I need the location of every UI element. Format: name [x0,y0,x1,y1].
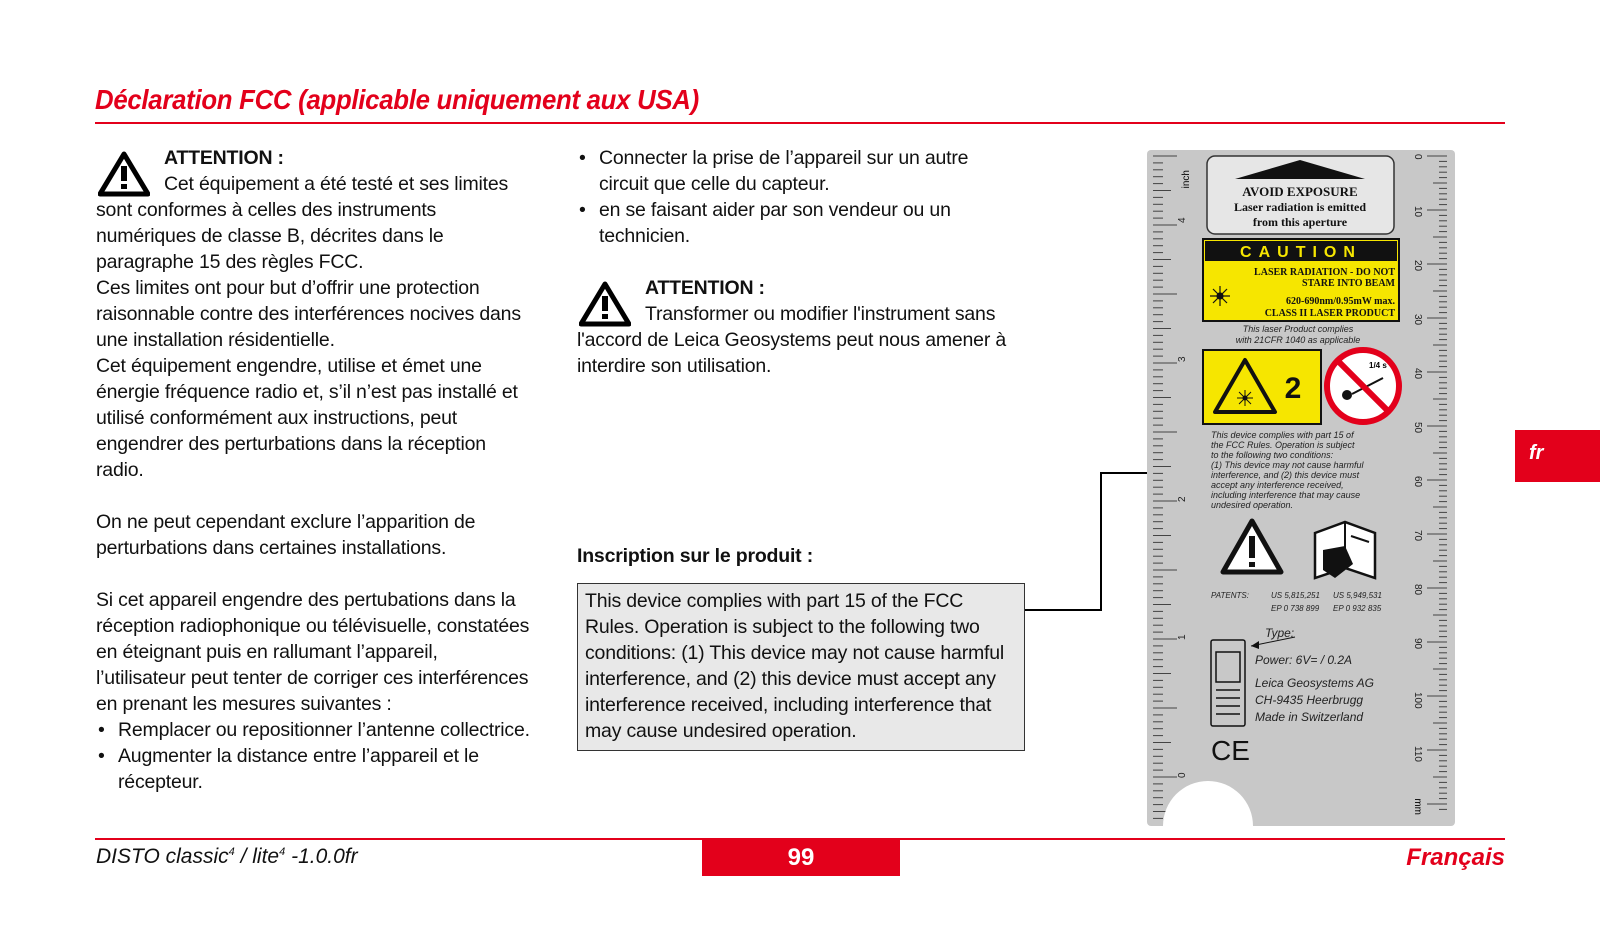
para-line: raisonnable contre des interférences nocives dans [96,303,521,325]
bullet-text: • Augmenter la distance entre l’appareil et le [118,745,479,767]
ruler-inch-ticks [1153,156,1177,818]
para-line: radio. [96,459,144,481]
ruler-mm-ticks [1427,156,1447,809]
read-manual-icon [1315,522,1375,578]
footer-language: Français [1406,844,1505,871]
page-title: Déclaration FCC (applicable uniquement aux USA) [95,84,699,115]
para-line: l’utilisateur peut tenter de corriger ces interférences [96,667,529,689]
mm-tick-label: 30 [1412,314,1423,326]
inch-tick-label: 2 [1177,496,1188,502]
para-line: l'accord de Leica Geosystems peut nous amener à [577,329,1006,351]
mm-tick-label: 10 [1412,206,1423,218]
para-line: sont conformes à celles des instruments [96,199,437,221]
box-line: interference received, including interference that [585,694,992,716]
para-line: engendrer des perturbations dans la réception [96,433,486,455]
para-line: On ne peut cependant exclure l’apparition de [96,511,476,533]
caution-line: LASER RADIATION - DO NOT [1254,267,1395,278]
footer-product-name: / lite [234,845,280,868]
footer-product [96,845,358,869]
fcc-line: (1) This device may not cause harmful [1211,460,1364,470]
warning-heading: ATTENTION : [645,277,765,299]
warning-triangle-icon [98,151,150,197]
bullet-item [577,145,1027,197]
unit-inch: inch [1181,170,1192,189]
inch-tick-label: 1 [1177,634,1188,640]
fcc-line: undesired operation. [1211,500,1294,510]
language-tab [1515,430,1600,482]
patent: US 5,949,531 [1333,591,1382,600]
no-stare-text: 1/4 s [1369,361,1387,370]
footer-version: -1.0.0fr [285,845,358,868]
box-line: conditions: (1) This device may not cause harmful [585,642,1005,664]
warning-first-line: Cet équipement a été testé et ses limites [164,173,509,195]
warning-block [96,145,556,197]
para-line: Si cet appareil engendre des pertubations dans la [96,589,516,611]
caution-title: CAUTION [1240,244,1362,261]
complies-line: This laser Product complies [1242,324,1354,334]
maker-line: Made in Switzerland [1255,710,1364,724]
device-outline-icon [1211,640,1245,726]
product-label [1147,150,1455,826]
patent: EP 0 738 899 [1271,604,1320,613]
laser-starburst-icon [1210,286,1230,306]
label-notch [1163,781,1253,826]
type-label: Type: [1265,626,1295,640]
warning-block [577,275,1027,327]
maker-line: CH-9435 Heerbrugg [1255,693,1364,707]
header-rule [95,122,1505,124]
fcc-line: including interference that may cause [1211,490,1361,500]
bullet-text: circuit que celle du capteur. [599,173,830,195]
inch-tick-label: 3 [1177,356,1188,362]
patent: US 5,815,251 [1271,591,1320,600]
box-line: may cause undesired operation. [585,720,857,742]
avoid-title: AVOID EXPOSURE [1242,184,1358,199]
ce-mark-icon: CE [1211,735,1250,766]
mm-tick-label: 0 [1412,154,1423,160]
fcc-line: the FCC Rules. Operation is subject [1211,440,1355,450]
page-number: 99 [787,844,815,871]
caution-line: 620-690nm/0.95mW max. [1286,296,1395,307]
bullet-text: Remplacer ou repositionner l’antenne collectrice. [118,719,530,741]
mm-tick-label: 100 [1412,692,1423,709]
inscription-label: Inscription sur le produit : [577,545,813,567]
mm-tick-label: 110 [1412,746,1423,762]
patents-label: PATENTS: [1211,591,1249,600]
warning-heading: ATTENTION : [164,147,284,169]
laser-class-number: 2 [1284,372,1302,405]
fcc-line: to the following two conditions: [1211,450,1334,460]
para-line: Cet équipement engendre, utilise et émet une [96,355,482,377]
bullet-text: récepteur. [118,771,203,793]
footer-product-name: DISTO classic [96,845,229,868]
bullet-text: • Connecter la prise de l’appareil sur un autre [599,147,969,169]
bullet-item [577,197,1027,249]
patent: EP 0 932 835 [1333,604,1382,613]
avoid-line: from this aperture [1252,215,1348,229]
fcc-line: accept any interference received, [1211,480,1344,490]
inch-tick-label: 4 [1177,217,1188,223]
mm-tick-label: 80 [1412,584,1423,596]
power-spec: Power: 6V= / 0.2A [1255,653,1353,667]
para-line: utilisé conformément aux instructions, peut [96,407,457,429]
para-line: en éteignant puis en rallumant l’appareil, [96,641,438,663]
box-line: interference, and (2) this device must accept any [585,668,996,690]
caution-line: STARE INTO BEAM [1302,278,1395,289]
para-line: une installation résidentielle. [96,329,335,351]
complies-line: with 21CFR 1040 as applicable [1235,335,1361,345]
para-line: paragraphe 15 des règles FCC. [96,251,364,273]
fcc-statement-box [577,583,1025,751]
warning-triangle-icon [579,281,631,327]
bullet-text: • en se faisant aider par son vendeur ou un [599,199,951,221]
para-line: réception radiophonique ou télévisuelle, constatées [96,615,530,637]
bullet-item [96,743,556,795]
footer-sup: 4 [228,846,235,858]
bullet-item [96,717,556,743]
column-middle [577,145,1027,379]
para-line: en prenant les mesures suivantes : [96,693,392,715]
para-line: énergie fréquence radio et, s’il n’est pas installé et [96,381,518,403]
page-number-box [702,840,900,876]
bullet-text: technicien. [599,225,691,247]
mm-tick-label: 50 [1412,422,1423,434]
fcc-line: interference, and (2) this device must [1211,470,1360,480]
caution-line: CLASS II LASER PRODUCT [1264,308,1395,319]
mm-tick-label: 60 [1412,476,1423,488]
mm-tick-label: 20 [1412,260,1423,272]
avoid-line: Laser radiation is emitted [1233,200,1367,214]
para-line: Ces limites ont pour but d’offrir une protection [96,277,480,299]
para-line: interdire son utilisation. [577,355,772,377]
language-tab-label: fr [1529,442,1544,464]
warning-first-line: Transformer ou modifier l'instrument sans [645,303,996,325]
mm-tick-label: 40 [1412,368,1423,380]
box-line: This device complies with part 15 of the FCC [585,590,964,612]
footer-sup: 4 [279,846,286,858]
fcc-line: This device complies with part 15 of [1211,430,1354,440]
unit-mm: mm [1412,798,1423,815]
maker-line: Leica Geosystems AG [1255,676,1374,690]
para-line: perturbations dans certaines installations. [96,537,447,559]
mm-tick-label: 90 [1412,638,1423,650]
mm-tick-label: 70 [1412,530,1423,542]
para-line: numériques de classe B, décrites dans le [96,225,444,247]
column-left [96,145,556,795]
box-line: Rules. Operation is subject to the following two [585,616,980,638]
inch-tick-label: 0 [1177,772,1188,778]
